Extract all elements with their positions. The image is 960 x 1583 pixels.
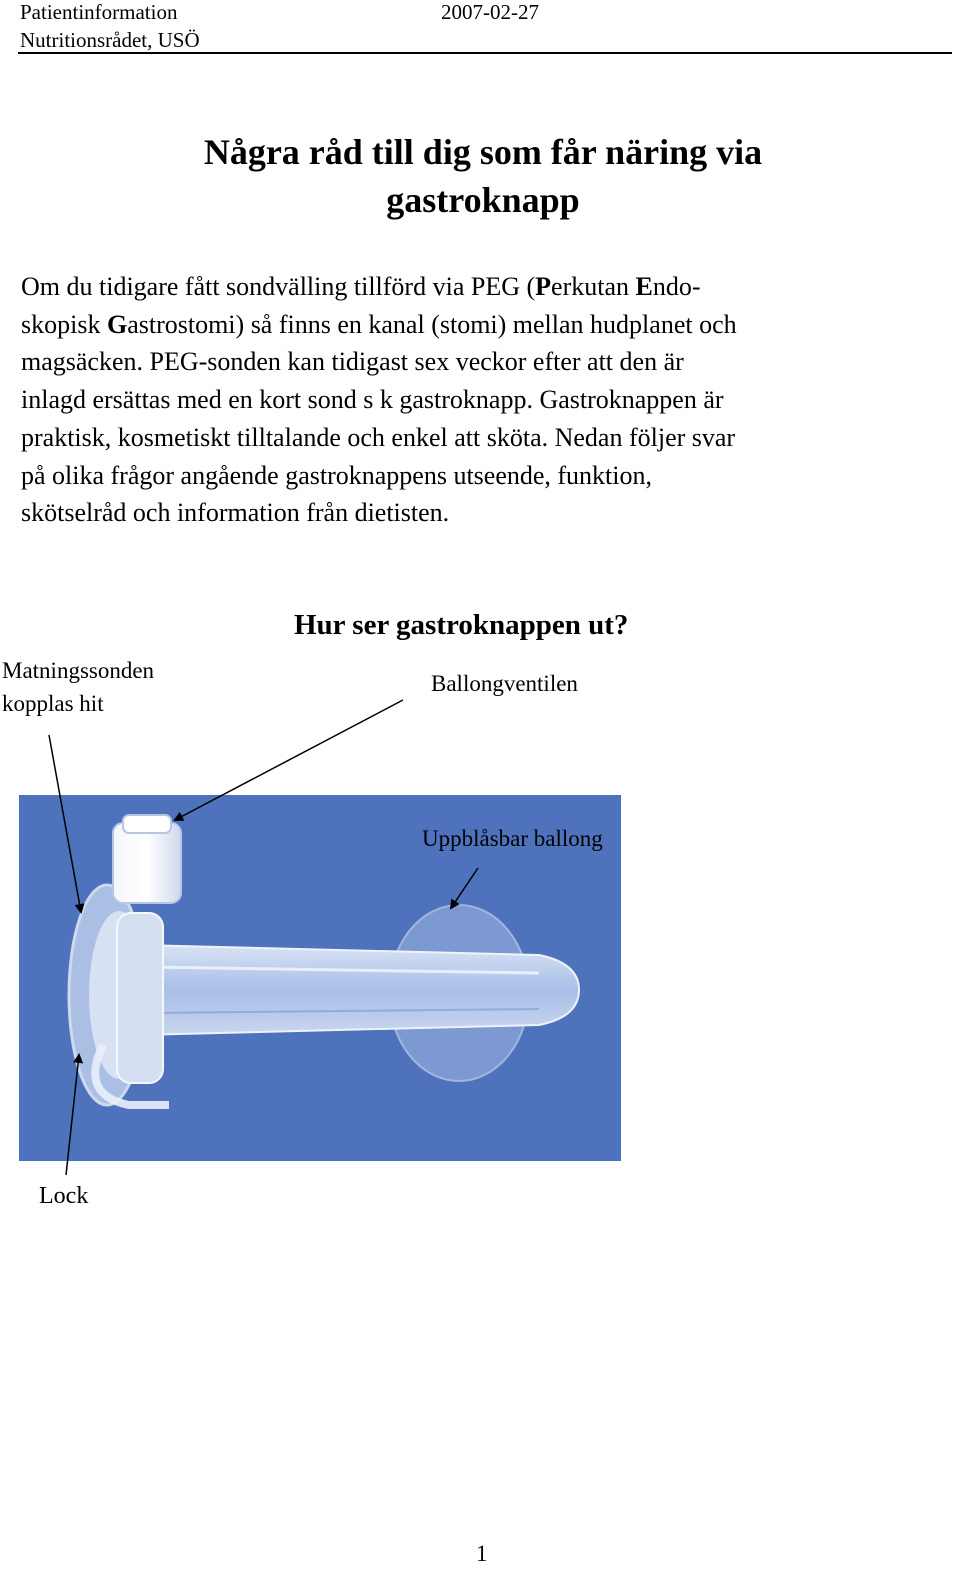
intro-line-7: skötselråd och information från dietisten. xyxy=(21,498,450,528)
intro-text: ndo- xyxy=(652,272,701,301)
intro-text: astrostomi) så finns en kanal (stomi) mellan hudplanet och xyxy=(127,309,737,339)
page-title-line-1: Några råd till dig som får näring via xyxy=(203,132,763,172)
intro-line-4: inlagd ersättas med en kort sond s k gastroknapp. Gastroknappen är xyxy=(21,385,724,415)
intro-line-1 xyxy=(21,268,946,306)
intro-bold-letter: P xyxy=(535,272,552,301)
header-date: 2007-02-27 xyxy=(441,0,539,24)
header-rule xyxy=(18,52,952,54)
label-feeding-tube-line-2: kopplas hit xyxy=(2,691,104,716)
label-inflatable-balloon: Uppblåsbar ballong xyxy=(422,826,603,851)
intro-bold-letter: E xyxy=(635,272,653,301)
label-lock: Lock xyxy=(39,1183,89,1203)
intro-text: erkutan xyxy=(551,272,636,301)
header-department: Nutritionsrådet, USÖ xyxy=(20,28,200,52)
page-title-line-2: gastroknapp xyxy=(386,180,580,220)
page-number: 1 xyxy=(476,1541,488,1566)
header-doc-type: Patientinformation xyxy=(20,0,178,24)
intro-line-2 xyxy=(21,306,946,344)
intro-line-3: magsäcken. PEG-sonden kan tidigast sex veckor efter att den är xyxy=(21,347,684,377)
intro-text: skopisk xyxy=(21,309,107,339)
intro-line-6: på olika frågor angående gastroknappens utseende, funktion, xyxy=(21,460,653,490)
label-feeding-tube xyxy=(2,654,154,720)
intro-line-5: praktisk, kosmetiskt tilltalande och enkel att sköta. Nedan följer svar xyxy=(21,422,736,452)
page-title xyxy=(0,128,960,224)
intro-bold-letter: G xyxy=(106,309,128,339)
label-feeding-tube-line-1: Matningssonden xyxy=(2,658,155,683)
intro-text: Om du tidigare fått sondvälling tillförd via PEG ( xyxy=(21,272,536,301)
label-balloon-valve: Ballongventilen xyxy=(431,671,578,696)
label-lock-container xyxy=(30,1180,130,1203)
intro-paragraph xyxy=(21,268,946,532)
section-heading: Hur ser gastroknappen ut? xyxy=(294,609,629,641)
